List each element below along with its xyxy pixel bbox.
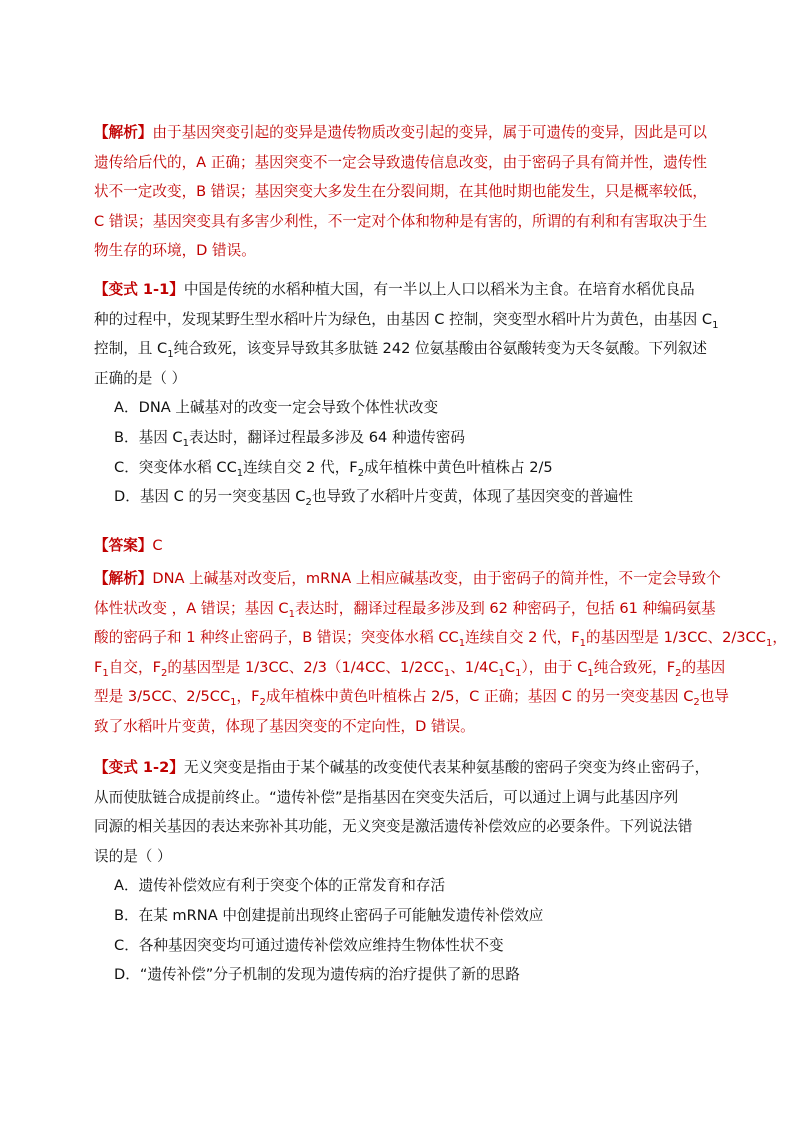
analysis-text: DNA 上碱基对改变后，mRNA 上相应碱基改变，由于密码子的简并性，不一定会导致个 [152, 570, 721, 587]
analysis-text: 纯合致死，F [593, 658, 676, 676]
analysis-text: ），由于 C [521, 658, 588, 676]
question-stem-line: 从而使肽链合成提前终止。“遗传补偿”是指基因在突变失活后，可以通过上调与此基因序列 [94, 788, 679, 806]
question-stem-line [94, 753, 710, 783]
option-b: B．在某 mRNA 中创建提前出现终止密码子可能触发遗传补偿效应 [114, 906, 544, 924]
subscript: 1 [182, 437, 189, 449]
subscript: 1 [498, 667, 505, 679]
question-text: 控制，且 C [94, 340, 168, 358]
question-stem-line: 同源的相关基因的表达来弥补其功能，无义突变是激活遗传补偿效应的必要条件。下列说法错 [94, 818, 693, 836]
subscript: 1 [443, 667, 451, 679]
analysis-text: C 错误；基因突变具有多害少利性，不一定对个体和物种是有害的，所谓的有利和有害取决于生 [94, 212, 708, 230]
analysis-text: ，F [236, 688, 260, 706]
analysis-text: 酸的密码子和 1 种终止密码子，B 错误；突变体水稻 CC [94, 629, 459, 647]
analysis-text: ， [772, 629, 787, 647]
subscript: 1 [236, 467, 244, 479]
subscript: 1 [288, 608, 295, 620]
question-stem-line [94, 275, 706, 305]
analysis-section-2 [94, 564, 787, 742]
option-a: A．遗传补偿效应有利于突变个体的正常发育和存活 [114, 877, 446, 895]
question-tag: 【变式 1-1】 [94, 281, 184, 298]
option-text: 表达时，翻译过程最多涉及 64 种遗传密码 [189, 428, 465, 446]
option-d [94, 482, 706, 512]
analysis-text: 的基因型是 1/3CC、2/3CC [586, 629, 766, 647]
question-text: 无义突变是指由于某个碱基的改变使代表某种氨基酸的密码子突变为终止密码子， [183, 759, 710, 776]
analysis-text: C [504, 658, 516, 676]
question-1-2 [94, 753, 710, 990]
text-line [94, 623, 787, 653]
question-tag: 【变式 1-2】 [94, 759, 184, 776]
text-line [94, 118, 706, 148]
answer-value: C [152, 537, 163, 554]
option-a: A．DNA 上碱基对的改变一定会导致个体性状改变 [114, 399, 439, 417]
subscript: 2 [160, 667, 168, 679]
subscript: 1 [167, 349, 174, 361]
option-text: 也导致了水稻叶片变黄，体现了基因突变的普遍性 [311, 488, 633, 506]
subscript: 1 [515, 667, 522, 679]
question-text: 中国是传统的水稻种植大国，有一半以上人口以稻米为主食。在培育水稻优良品 [183, 281, 695, 298]
subscript: 1 [712, 319, 719, 331]
option-text: B．基因 C [114, 428, 183, 446]
analysis-text: 的基因型是 1/3CC、2/3（1/4CC、1/2CC [167, 658, 444, 676]
subscript: 1 [230, 697, 237, 709]
subscript: 1 [765, 638, 773, 650]
analysis-tag: 【解析】 [94, 124, 153, 141]
subscript: 2 [305, 497, 312, 509]
option-text: C．突变体水稻 CC [114, 458, 237, 476]
option-text: 成年植株中黄色叶植株占 2/5 [364, 458, 553, 476]
analysis-tag: 【解析】 [94, 570, 153, 587]
subscript: 1 [458, 638, 466, 650]
question-text: 种的过程中，发现某野生型水稻叶片为绿色，由基因 C 控制，突变型水稻叶片为黄色，由基因 C [94, 310, 713, 328]
question-stem-line [94, 334, 706, 364]
subscript: 2 [259, 697, 266, 709]
analysis-text: 体性状改变 ，A 错误；基因 C [94, 599, 289, 617]
question-stem-line [94, 305, 719, 335]
analysis-text: F [94, 658, 103, 676]
analysis-text: 型是 3/5CC、2/5CC [94, 688, 231, 706]
analysis-text: 成年植株中黄色叶植株占 2/5，C 正确；基因 C 的另一突变基因 C [265, 688, 694, 706]
question-stem-line: 误的是（ ） [94, 847, 172, 865]
answer-line [94, 531, 706, 561]
answer-tag: 【答案】 [94, 537, 153, 554]
subscript: 2 [693, 697, 700, 709]
text-line [94, 682, 729, 712]
analysis-text: 的基因 [681, 658, 726, 676]
answer-section [94, 531, 706, 561]
subscript: 2 [675, 667, 682, 679]
text-line [94, 653, 726, 683]
analysis-text: 表达时，翻译过程最多涉及到 62 种密码子，包括 61 种编码氨基 [295, 599, 716, 617]
text-line [94, 594, 716, 624]
analysis-text: 自交，F [108, 658, 161, 676]
subscript: 1 [102, 667, 109, 679]
analysis-text: 、1/4C [450, 658, 499, 676]
analysis-text: 连续自交 2 代，F [465, 629, 580, 647]
text-line [94, 564, 721, 594]
option-b [94, 423, 706, 453]
analysis-text: 由于基因突变引起的变异是遗传物质改变引起的变异，属于可遗传的变异，因此是可以 [152, 124, 707, 141]
subscript: 1 [587, 667, 594, 679]
option-c: C．各种基因突变均可通过遗传补偿效应维持生物体性状不变 [114, 936, 504, 954]
question-1-1 [94, 275, 719, 512]
option-d: D．“遗传补偿”分子机制的发现为遗传病的治疗提供了新的思路 [114, 966, 520, 984]
text-line: 致了水稻叶片变黄，体现了基因突变的不定向性，D 错误。 [94, 717, 475, 735]
analysis-text: 状不一定改变，B 错误；基因突变大多发生在分裂间期，在其他时期也能发生，只是概率较低， [94, 183, 707, 201]
analysis-text: 遗传给后代的，A 正确；基因突变不一定会导致遗传信息改变，由于密码子具有简并性，遗传性 [94, 153, 707, 171]
option-text: 连续自交 2 代，F [243, 458, 358, 476]
question-text: 纯合致死，该变异导致其多肽链 242 位氨基酸由谷氨酸转变为天冬氨酸。下列叙述 [173, 340, 707, 358]
question-stem-line: 正确的是（ ） [94, 369, 187, 387]
option-text: D．基因 C 的另一突变基因 C [114, 488, 306, 506]
subscript: 1 [579, 638, 586, 650]
analysis-section-1 [94, 118, 706, 266]
analysis-text: 也导 [699, 688, 729, 706]
analysis-text: 物生存的环境，D 错误。 [94, 242, 256, 260]
option-c [94, 453, 706, 483]
subscript: 2 [357, 467, 365, 479]
